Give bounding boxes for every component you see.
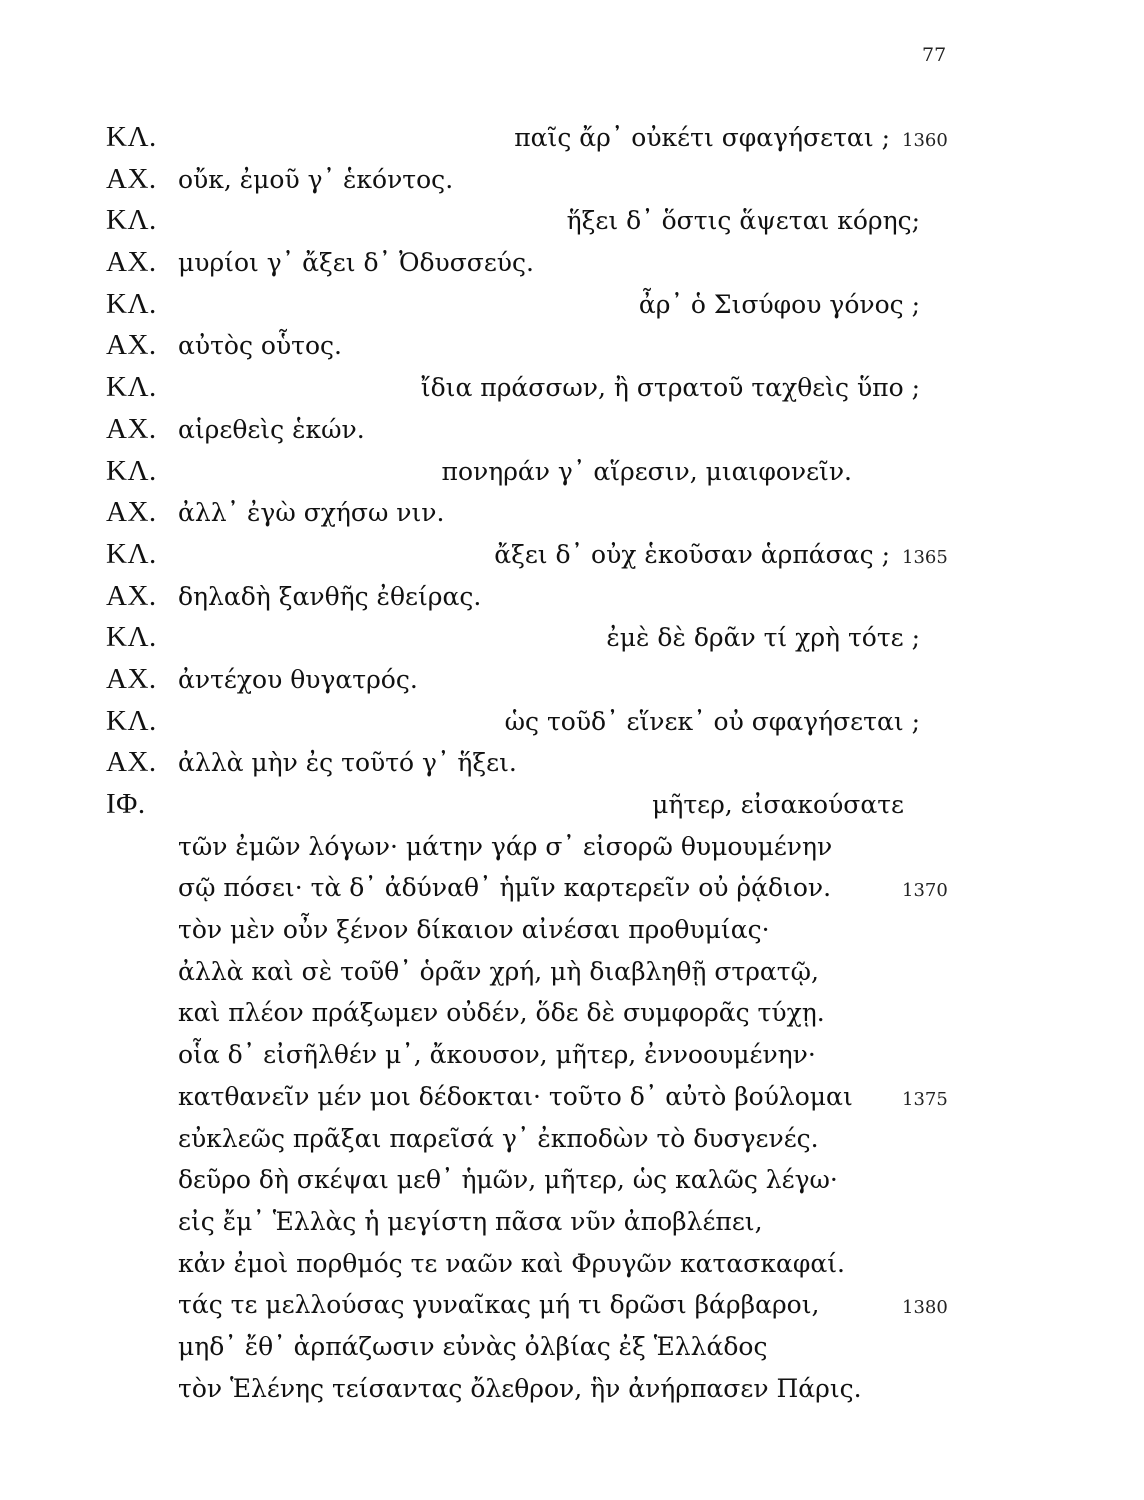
speaker-label: ΚΛ. bbox=[106, 537, 157, 570]
speaker-label: ΑΧ. bbox=[106, 329, 157, 362]
verse-text-line: δηλαδὴ ξανθῆς ἐθείρας. bbox=[178, 581, 482, 611]
verse-line bbox=[0, 242, 1144, 284]
verse-line bbox=[0, 117, 1144, 159]
line-number: 1360 bbox=[902, 130, 948, 151]
speaker-label: ΑΧ. bbox=[106, 579, 157, 612]
verse-text-line: ἐμὲ δὲ δρᾶν τί χρὴ τότε ; bbox=[606, 623, 920, 653]
line-number: 1365 bbox=[902, 546, 948, 568]
verse-text-line: αἱρεθεὶς ἑκών. bbox=[178, 414, 365, 444]
verse-text-line: οἷα δ᾽ εἰσῆλθέν μ᾽, ἄκουσον, μῆτερ, ἐννοουμένην· bbox=[178, 1040, 816, 1070]
verse-text-line: ἀλλ᾽ ἐγὼ σχήσω νιν. bbox=[178, 498, 445, 528]
verse-text-line: τὸν μὲν οὖν ξένον δίκαιον αἰνέσαι προθυμίας· bbox=[178, 915, 770, 945]
verse-line bbox=[0, 159, 1144, 201]
verse-line bbox=[0, 534, 1144, 576]
verse-line bbox=[0, 576, 1144, 618]
line-number: 1370 bbox=[902, 880, 948, 902]
verse-text-line: εὐκλεῶς πρᾶξαι παρεῖσά γ᾽ ἐκποδὼν τὸ δυσγενές. bbox=[178, 1123, 819, 1153]
verse-line bbox=[0, 1034, 1144, 1076]
speaker-label: ΚΛ. bbox=[106, 121, 157, 153]
speaker-label: ΑΧ. bbox=[106, 662, 157, 695]
verse-line bbox=[0, 867, 1144, 909]
verse-line bbox=[0, 1159, 1144, 1201]
verse-text-line: τῶν ἐμῶν λόγων· μάτην γάρ σ᾽ εἰσορῶ θυμουμένην bbox=[178, 831, 833, 861]
speaker-label: ΚΛ. bbox=[106, 287, 157, 320]
verse-text-line: μηδ᾽ ἔθ᾽ ἁρπάζωσιν εὐνὰς ὀλβίας ἐξ Ἑλλάδος bbox=[178, 1331, 768, 1361]
verse-text-line: τάς τε μελλούσας γυναῖκας μή τι δρῶσι βάρβαροι, bbox=[178, 1290, 820, 1320]
speaker-label: ΚΛ. bbox=[106, 454, 157, 487]
verse-text-line: πονηράν γ᾽ αἵρεσιν, μιαιφονεῖν. bbox=[441, 456, 852, 486]
verse-line bbox=[0, 1243, 1144, 1285]
verse-text-line: αὐτὸς οὗτος. bbox=[178, 331, 342, 361]
speaker-label: ΑΧ. bbox=[106, 746, 157, 779]
verse-line bbox=[0, 617, 1144, 659]
verse-text-line: εἰς ἔμ᾽ Ἑλλὰς ἡ μεγίστη πᾶσα νῦν ἀποβλέπει, bbox=[178, 1206, 763, 1236]
verse-line bbox=[0, 742, 1144, 784]
verse-text-line: ἀντέχου θυγατρός. bbox=[178, 664, 418, 694]
verse-line bbox=[0, 1076, 1144, 1118]
verse-text-line: ἥξει δ᾽ ὅστις ἅψεται κόρης; bbox=[566, 206, 920, 236]
verse-text-line: παῖς ἄρ᾽ οὐκέτι σφαγήσεται ; bbox=[514, 123, 890, 152]
verse-text-line: σῷ πόσει· τὰ δ᾽ ἀδύναθ᾽ ἡμῖν καρτερεῖν οὐ ῥᾴδιον. bbox=[178, 873, 832, 903]
verse-text-line: κἀν ἐμοὶ πορθμός τε ναῶν καὶ Φρυγῶν κατασκαφαί. bbox=[178, 1248, 845, 1278]
speaker-label: ΑΧ. bbox=[106, 412, 157, 445]
verse-line bbox=[0, 200, 1144, 242]
verse-line bbox=[0, 701, 1144, 743]
verse-line bbox=[0, 284, 1144, 326]
speaker-label: ΚΛ. bbox=[106, 204, 157, 237]
verse-text-line: καὶ πλέον πράξωμεν οὐδέν, ὅδε δὲ συμφορᾶς τύχῃ. bbox=[178, 998, 825, 1028]
verse-line bbox=[0, 1368, 1144, 1410]
verse-text-line: ἄξει δ᾽ οὐχ ἑκοῦσαν ἁρπάσας ; bbox=[494, 539, 890, 569]
page-number: 77 bbox=[922, 44, 947, 66]
verse-line bbox=[0, 1118, 1144, 1160]
verse-line bbox=[0, 492, 1144, 534]
verse-line bbox=[0, 1201, 1144, 1243]
verse-text-line: ἆρ᾽ ὁ Σισύφου γόνος ; bbox=[638, 289, 920, 319]
verse-line bbox=[0, 659, 1144, 701]
verse-line bbox=[0, 826, 1144, 868]
verse-line bbox=[0, 1326, 1144, 1368]
verse-line bbox=[0, 992, 1144, 1034]
verse-text-line: ὡς τοῦδ᾽ εἵνεκ᾽ οὐ σφαγήσεται ; bbox=[504, 706, 920, 736]
line-number: 1375 bbox=[902, 1088, 948, 1110]
line-number: 1380 bbox=[902, 1297, 948, 1319]
verse-line bbox=[0, 909, 1144, 951]
verse-text-line: τὸν Ἑλένης τείσαντας ὄλεθρον, ἣν ἀνήρπασεν Πάρις. bbox=[178, 1373, 862, 1403]
verse-text-line: ἀλλὰ καὶ σὲ τοῦθ᾽ ὁρᾶν χρή, μὴ διαβληθῇ στρατῷ, bbox=[178, 956, 819, 986]
speaker-label: ΙΦ. bbox=[106, 788, 146, 820]
speaker-label: ΚΛ. bbox=[106, 621, 157, 654]
verse-line bbox=[0, 367, 1144, 409]
verse-text-line: μυρίοι γ᾽ ἄξει δ᾽ Ὀδυσσεύς. bbox=[178, 248, 534, 278]
speaker-label: ΚΛ. bbox=[106, 704, 157, 737]
verse-text-line: μῆτερ, εἰσακούσατε bbox=[652, 790, 904, 819]
verse-line bbox=[0, 1284, 1144, 1326]
verse-line bbox=[0, 784, 1144, 826]
speaker-label: ΑΧ. bbox=[106, 162, 157, 195]
verse-line bbox=[0, 451, 1144, 493]
speaker-label: ΚΛ. bbox=[106, 371, 157, 404]
verse-text-line: οὔκ, ἐμοῦ γ᾽ ἑκόντος. bbox=[178, 164, 454, 194]
verse-text-line: δεῦρο δὴ σκέψαι μεθ᾽ ἡμῶν, μῆτερ, ὡς καλῶς λέγω· bbox=[178, 1165, 838, 1195]
speaker-label: ΑΧ. bbox=[106, 246, 157, 279]
verse-line bbox=[0, 325, 1144, 367]
verse-text bbox=[0, 117, 1144, 1409]
verse-text-line: ἀλλὰ μὴν ἐς τοῦτό γ᾽ ἥξει. bbox=[178, 748, 517, 778]
verse-line bbox=[0, 951, 1144, 993]
verse-line bbox=[0, 409, 1144, 451]
verse-text-line: ἴδια πράσσων, ἢ στρατοῦ ταχθεὶς ὕπο ; bbox=[420, 373, 920, 403]
verse-text-line: κατθανεῖν μέν μοι δέδοκται· τοῦτο δ᾽ αὐτὸ βούλομαι bbox=[178, 1081, 853, 1111]
speaker-label: ΑΧ. bbox=[106, 496, 157, 529]
